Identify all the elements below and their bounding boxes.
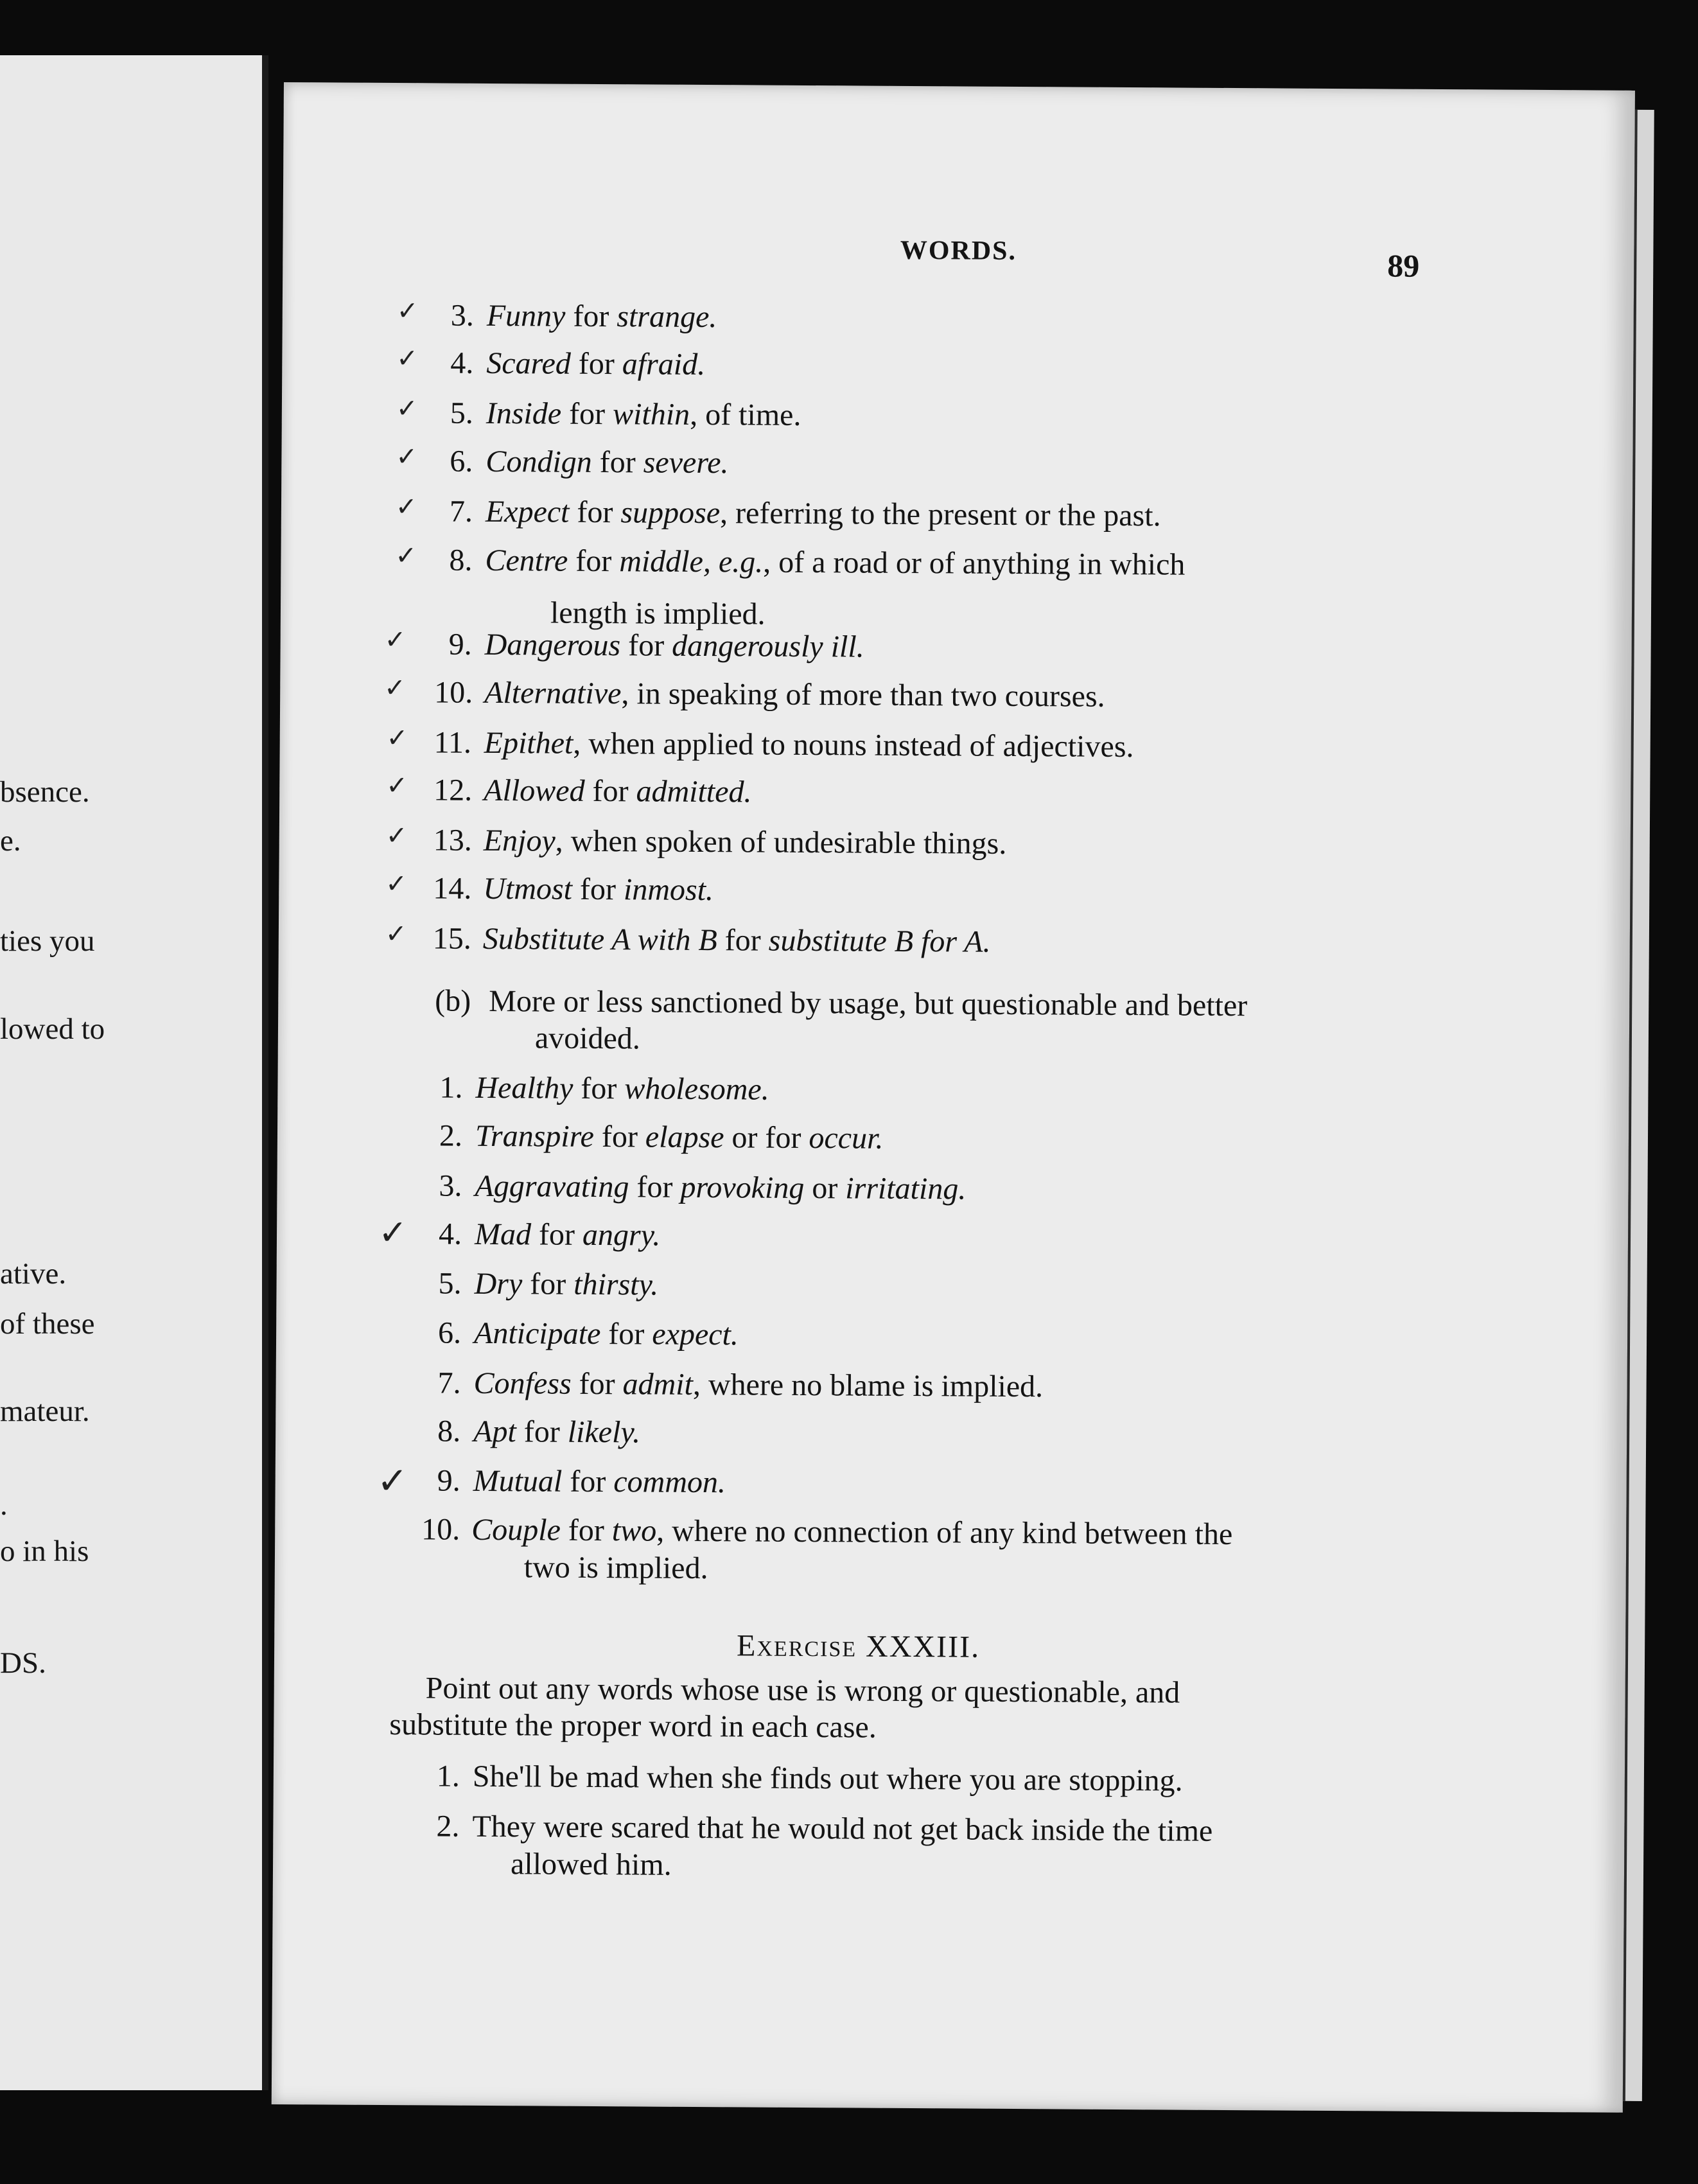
term-italic: Condign: [486, 444, 592, 479]
text-run: , when applied to nouns instead of adjectives.: [573, 726, 1134, 764]
term-italic: suppose: [620, 495, 721, 531]
list-item-continuation: length is implied.: [550, 595, 766, 631]
check-mark-icon: ✓: [385, 820, 408, 851]
check-mark-icon: ✓: [376, 1458, 408, 1503]
text-run: for: [568, 543, 620, 579]
item-number: 3.: [439, 1168, 462, 1203]
list-item: [437, 1416, 640, 1449]
item-number: 3.: [450, 298, 474, 333]
term-italic: Utmost: [483, 871, 573, 906]
check-mark-icon: ✓: [396, 394, 418, 424]
term-italic: Expect: [485, 494, 570, 529]
text-run: or for: [724, 1120, 809, 1156]
text-run: , in speaking of more than two courses.: [621, 676, 1105, 714]
exercise-instruction: Point out any words whose use is wrong or questionable, and: [425, 1671, 1180, 1710]
exercise-sentence: They were scared that he would not get back inside the time: [472, 1809, 1213, 1848]
list-item: [439, 1118, 884, 1156]
text-run: for: [629, 1170, 681, 1204]
text-run: , of a road or of anything in which: [763, 545, 1186, 582]
item-number: 10.: [421, 1512, 460, 1547]
check-mark-icon: ✓: [384, 624, 407, 655]
check-mark-icon: ✓: [385, 919, 407, 949]
list-item: [450, 398, 801, 431]
subsection-text: More or less sanctioned by usage, but questionable and better: [489, 983, 1248, 1023]
term-italic: admitted.: [636, 774, 752, 809]
term-italic: Healthy: [475, 1070, 573, 1105]
term-italic: Couple: [471, 1512, 561, 1547]
term-italic: likely.: [567, 1414, 641, 1450]
term-italic: Transpire: [475, 1118, 595, 1154]
previous-page-text-fragment: mateur.: [0, 1395, 90, 1428]
list-item: [439, 1219, 661, 1251]
list-item: [448, 627, 864, 664]
item-number: 4.: [438, 1217, 462, 1251]
exercise-item: [437, 1761, 1183, 1797]
check-mark-icon: ✓: [395, 541, 417, 571]
list-item: [438, 1318, 739, 1351]
list-item: [433, 775, 752, 807]
book-page: [272, 82, 1635, 2113]
item-number: 2.: [439, 1118, 463, 1153]
text-run: for: [516, 1414, 568, 1449]
term-italic: admit: [622, 1367, 694, 1402]
term-italic: afraid.: [622, 347, 706, 382]
check-mark-icon: ✓: [396, 442, 418, 472]
term-italic: Epithet: [484, 725, 573, 761]
item-number: 7.: [449, 494, 473, 529]
term-italic: Scared: [486, 346, 572, 381]
exercise-heading: Exercise XXXIII.: [736, 1628, 981, 1664]
list-item: [421, 1514, 1232, 1550]
item-number: 8.: [449, 543, 473, 577]
term-italic: expect.: [652, 1317, 739, 1352]
text-run: for: [569, 495, 621, 530]
text-run: for: [584, 773, 636, 809]
previous-page-text-fragment: e.: [0, 824, 21, 858]
text-run: for: [573, 1071, 625, 1106]
term-italic: Confess: [473, 1366, 572, 1401]
term-italic: within: [612, 397, 690, 432]
list-item: [439, 1168, 967, 1206]
list-item: [449, 545, 1185, 581]
term-italic: wholesome.: [624, 1071, 769, 1107]
previous-page-text-fragment: .: [0, 1488, 8, 1522]
running-head: WORDS.: [900, 235, 1017, 266]
term-italic: occur.: [809, 1121, 884, 1156]
term-italic: angry.: [582, 1217, 661, 1253]
previous-page-text-fragment: of these: [0, 1307, 95, 1341]
list-item: [450, 446, 728, 479]
item-number: 8.: [437, 1414, 461, 1449]
term-italic: Anticipate: [473, 1316, 601, 1352]
text-run: for: [570, 346, 622, 382]
text-run: , referring to the present or the past.: [719, 496, 1161, 533]
list-item: [450, 348, 705, 380]
exercise-instruction-continuation: substitute the proper word in each case.: [389, 1707, 877, 1745]
text-run: for: [571, 1366, 623, 1402]
text-run: for: [561, 396, 613, 432]
text-run: for: [591, 445, 643, 480]
previous-page-text-fragment: bsence.: [0, 775, 90, 809]
text-run: for: [600, 1317, 652, 1352]
list-item: [433, 923, 991, 957]
exercise-item-continuation: allowed him.: [510, 1847, 672, 1882]
item-number: 2.: [436, 1809, 460, 1844]
text-run: for: [560, 1513, 613, 1548]
list-item-continuation: two is implied.: [523, 1550, 708, 1586]
text-run: , where no connection of any kind between the: [656, 1513, 1233, 1552]
term-italic: Mad: [474, 1217, 532, 1252]
previous-page-text-fragment: ative.: [0, 1257, 67, 1290]
text-run: for: [562, 1464, 614, 1499]
text-run: for: [572, 872, 624, 907]
term-italic: middle, e.g.: [619, 544, 764, 579]
list-item: [439, 1070, 769, 1107]
text-run: for: [522, 1267, 574, 1301]
page-edge: [1623, 110, 1654, 2101]
previous-page-text-fragment: o in his: [0, 1535, 89, 1568]
previous-page-text-fragment: lowed to: [0, 1012, 105, 1046]
item-number: 5.: [450, 396, 474, 430]
text-run: for: [717, 923, 769, 958]
exercise-item: [436, 1811, 1212, 1847]
text-run: , when spoken of undesirable things.: [555, 823, 1007, 861]
text-run: , where no blame is implied.: [692, 1367, 1044, 1404]
term-italic: common.: [613, 1465, 726, 1500]
item-number: 9.: [437, 1463, 460, 1498]
term-italic: Dangerous: [484, 627, 621, 663]
item-number: 10.: [434, 675, 473, 710]
term-italic: Allowed: [484, 773, 585, 808]
term-italic: substitute B for A.: [768, 923, 991, 959]
term-italic: irritating.: [845, 1171, 967, 1206]
list-item: [437, 1465, 726, 1498]
subsection-intro: [435, 985, 1247, 1021]
item-number: 14.: [433, 871, 472, 906]
list-item: [450, 298, 717, 335]
term-italic: elapse: [645, 1120, 724, 1155]
subsection-label: (b): [435, 983, 471, 1018]
check-mark-icon: ✓: [396, 344, 419, 374]
exercise-sentence: She'll be mad when she finds out where you are stopping.: [472, 1759, 1183, 1798]
previous-page-text-fragment: DS.: [0, 1646, 46, 1680]
term-italic: Alternative: [484, 675, 622, 711]
item-number: 12.: [433, 773, 473, 807]
text-run: or: [804, 1170, 846, 1206]
term-italic: two: [611, 1513, 657, 1548]
check-mark-icon: ✓: [384, 673, 406, 703]
text-run: for: [530, 1217, 583, 1252]
list-item: [433, 825, 1007, 859]
check-mark-icon: ✓: [395, 492, 417, 522]
text-run: for: [565, 299, 617, 334]
term-italic: Aggravating: [475, 1168, 629, 1204]
term-italic: inmost.: [623, 872, 714, 908]
item-number: 5.: [438, 1266, 462, 1301]
item-number: 9.: [448, 627, 472, 662]
term-italic: Centre: [485, 543, 568, 578]
term-italic: Dry: [474, 1266, 523, 1301]
check-mark-icon: ✓: [386, 723, 408, 753]
term-italic: Funny: [486, 298, 566, 333]
list-item: [438, 1266, 659, 1302]
list-item: [434, 727, 1134, 762]
subsection-intro-continuation: avoided.: [534, 1021, 641, 1056]
term-italic: Substitute A with B: [482, 921, 717, 958]
list-item: [449, 494, 1161, 533]
text-run: for: [593, 1119, 646, 1154]
term-italic: severe.: [643, 445, 729, 480]
item-number: 4.: [450, 346, 474, 380]
item-number: 6.: [450, 444, 473, 479]
item-number: 1.: [436, 1759, 460, 1793]
list-item: [434, 677, 1105, 712]
term-italic: Apt: [473, 1414, 516, 1449]
item-number: 7.: [437, 1366, 461, 1400]
check-mark-icon: ✓: [378, 1211, 408, 1253]
term-italic: provoking: [680, 1170, 805, 1205]
term-italic: Enjoy: [483, 823, 556, 858]
item-number: 13.: [433, 823, 472, 858]
term-italic: thirsty.: [573, 1267, 659, 1302]
previous-page: [0, 55, 268, 2090]
page-number: 89: [1387, 247, 1420, 284]
term-italic: dangerously ill.: [672, 628, 864, 664]
check-mark-icon: ✓: [385, 868, 408, 899]
list-item: [433, 873, 713, 906]
text-run: , of time.: [690, 397, 801, 432]
item-number: 1.: [439, 1070, 463, 1105]
item-number: 6.: [437, 1316, 462, 1350]
check-mark-icon: ✓: [396, 296, 419, 326]
item-number: 11.: [433, 725, 472, 760]
text-run: for: [620, 628, 672, 663]
list-item: [437, 1368, 1043, 1403]
item-number: 15.: [432, 921, 472, 956]
previous-page-text-fragment: ties you: [0, 924, 95, 958]
term-italic: Mutual: [473, 1463, 563, 1499]
check-mark-icon: ✓: [386, 770, 408, 801]
term-italic: strange.: [617, 299, 717, 335]
term-italic: Inside: [486, 396, 562, 431]
